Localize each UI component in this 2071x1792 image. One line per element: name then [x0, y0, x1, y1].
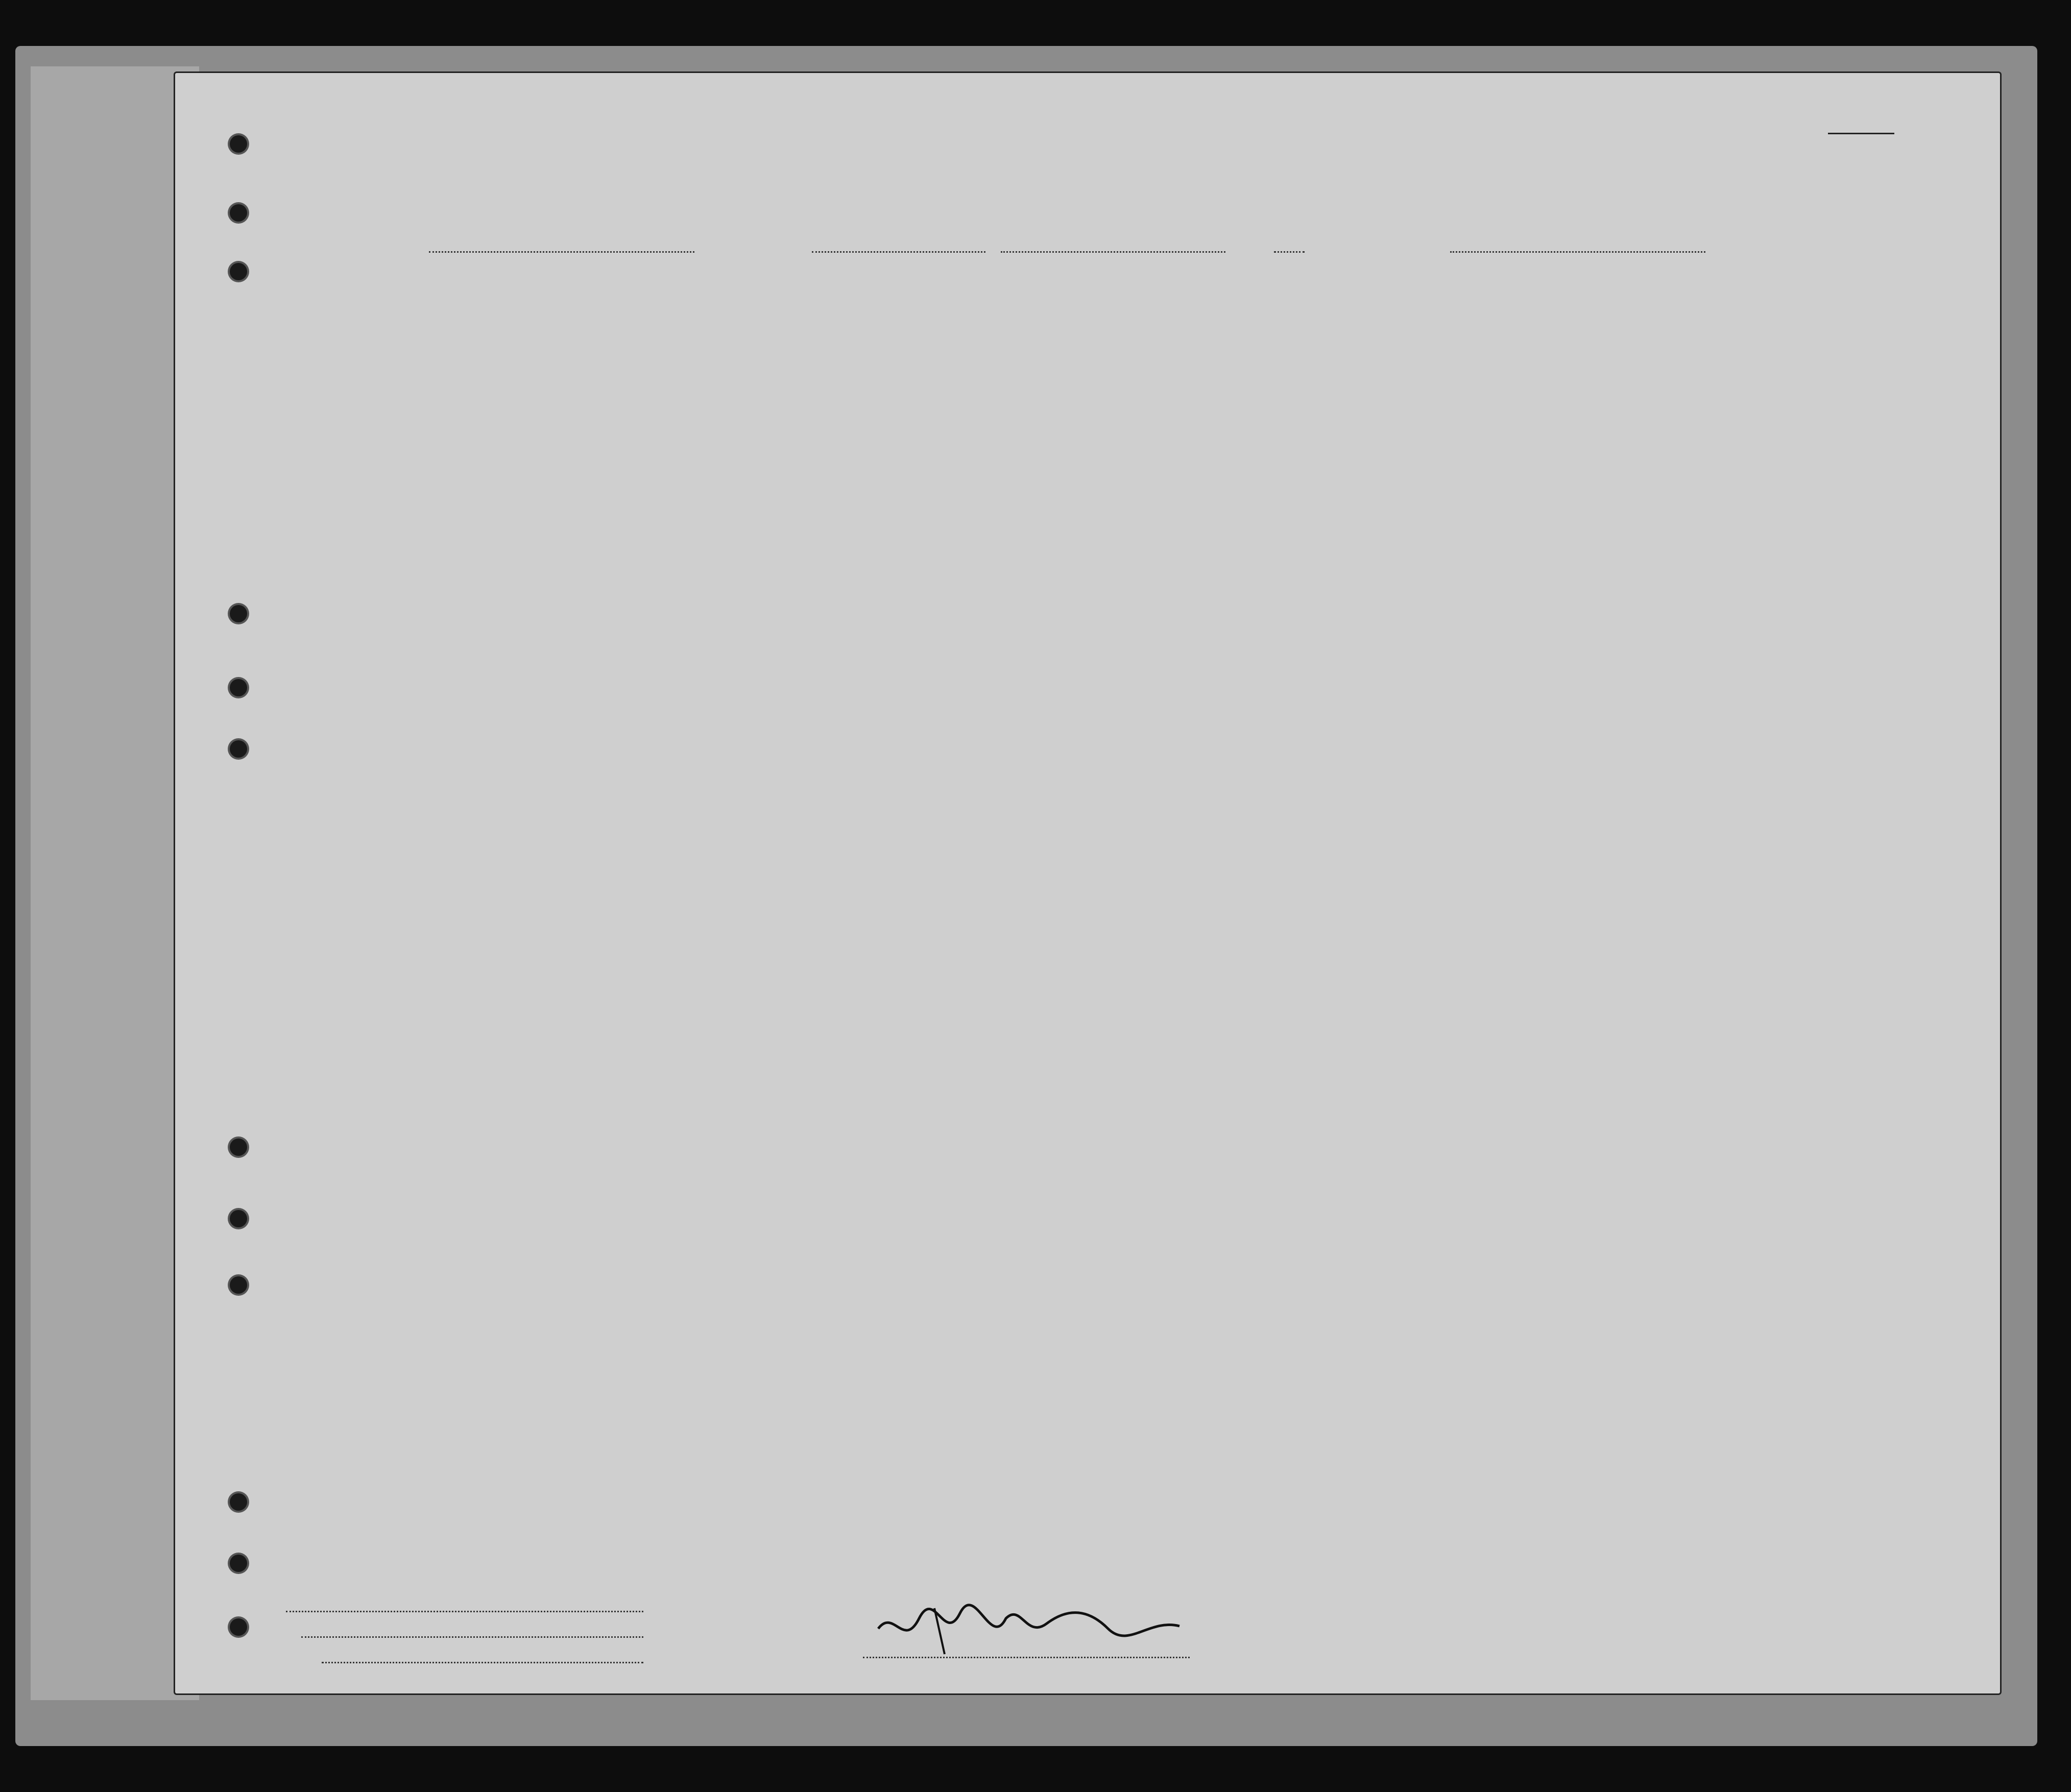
- punch-hole-icon: [230, 204, 247, 222]
- punch-hole-icon: [230, 1618, 247, 1636]
- punch-hole-icon: [230, 679, 247, 696]
- arriving-dotline: [812, 251, 985, 253]
- inspector-signature: [873, 1598, 1190, 1659]
- punch-hole-icon: [230, 263, 247, 280]
- vessel-dotline: [429, 251, 694, 253]
- punch-hole-icon: [230, 1555, 247, 1572]
- punch-hole-icon: [230, 1139, 247, 1156]
- punch-hole-icon: [230, 135, 247, 153]
- inspector-dotline: [863, 1657, 1190, 1658]
- agents-dotline: [322, 1662, 643, 1663]
- punch-hole-icon: [230, 1276, 247, 1294]
- line-dotline: [286, 1611, 643, 1612]
- punch-hole-icon: [230, 740, 247, 758]
- date-dotline: [1001, 251, 1225, 253]
- punch-hole-icon: [230, 1493, 247, 1511]
- punch-hole-icon: [230, 1210, 247, 1227]
- from-port-dotline: [1450, 251, 1705, 253]
- year-dotline: [1274, 251, 1305, 253]
- owners-dotline: [301, 1636, 643, 1638]
- punch-hole-icon: [230, 605, 247, 622]
- sheet-number-underline: [1828, 133, 1894, 134]
- manifest-form: [174, 71, 2002, 1695]
